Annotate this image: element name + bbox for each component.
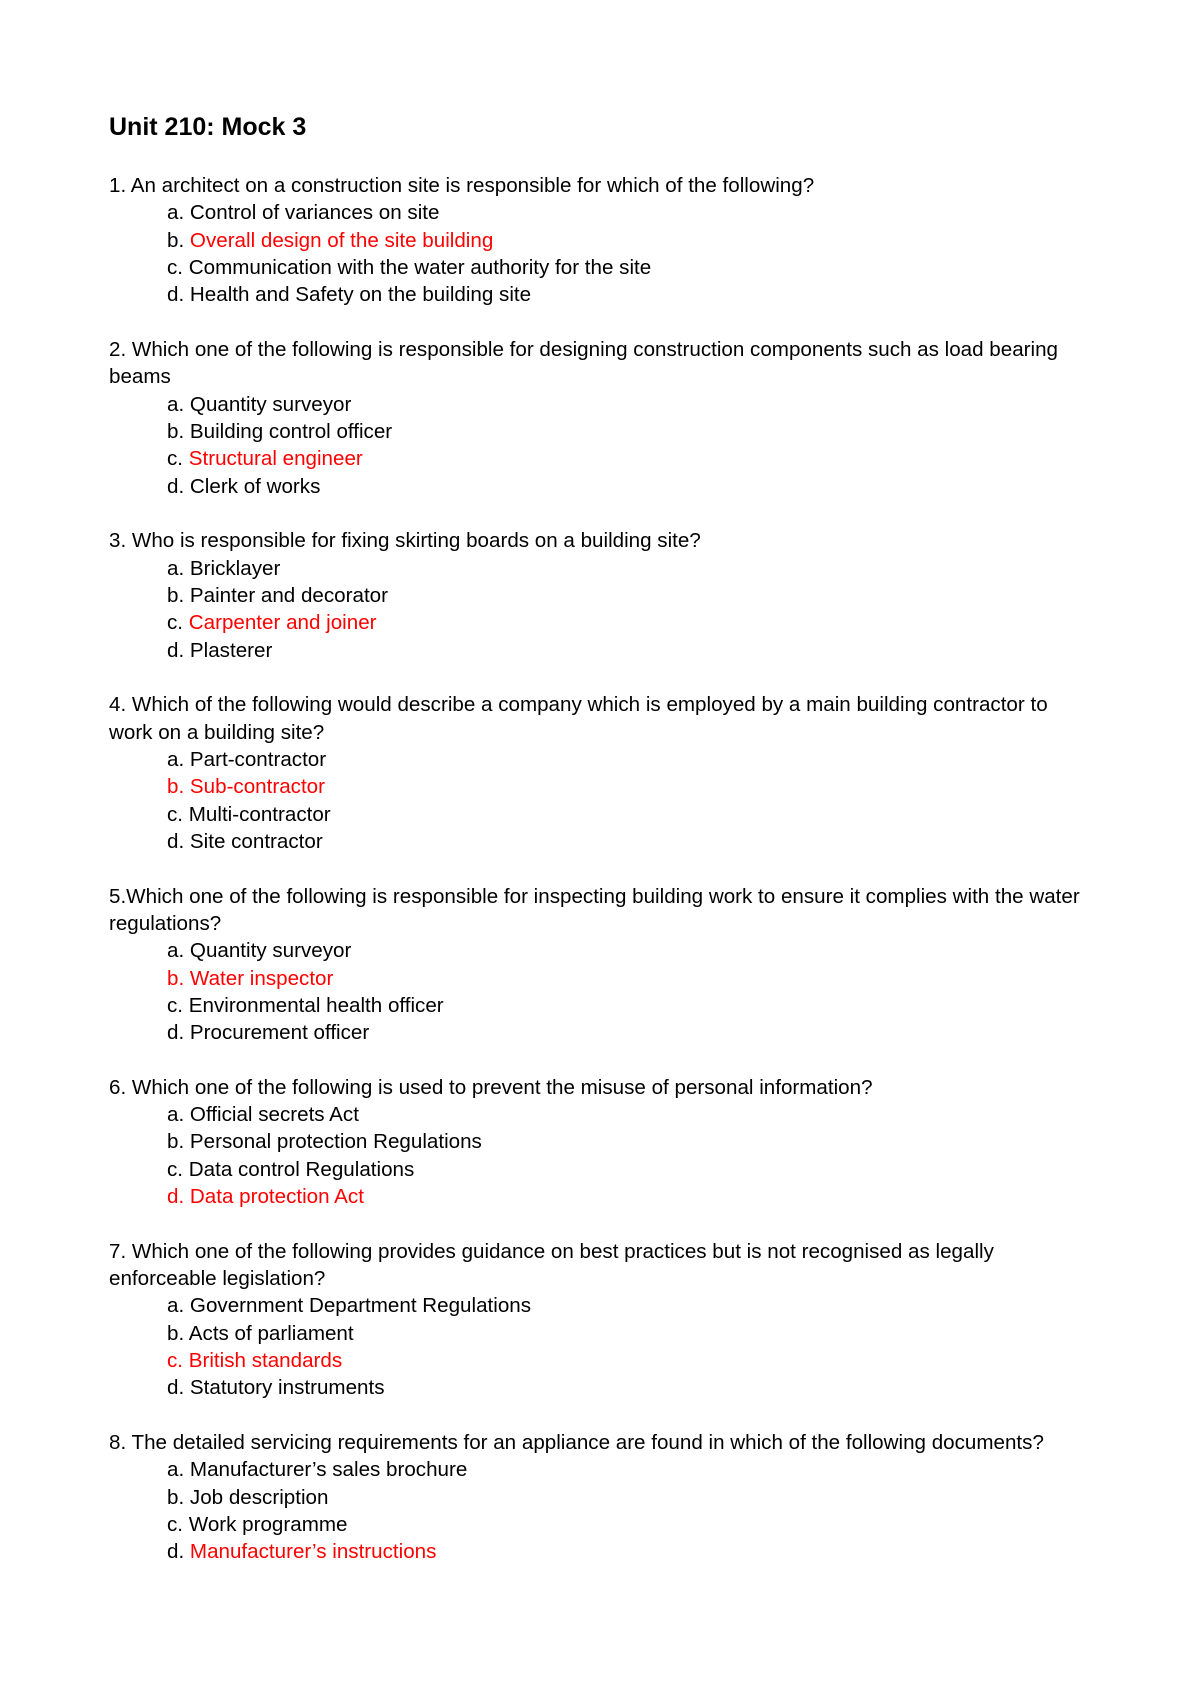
- option-d: [109, 637, 1169, 664]
- question-2: [109, 336, 1169, 500]
- option-letter: b.: [167, 1321, 185, 1345]
- option-letter: a.: [167, 747, 185, 771]
- option-c: [109, 1156, 1169, 1183]
- option-letter: d.: [167, 829, 185, 853]
- question-5: [109, 883, 1169, 1047]
- option-letter: a.: [167, 1294, 185, 1318]
- option-a: [109, 1101, 1169, 1128]
- question-text: 8. The detailed servicing requirements for an appliance are found in which of the following documents?: [109, 1431, 1044, 1455]
- question-text: regulations?: [109, 911, 222, 935]
- option-letter: b.: [167, 1485, 185, 1509]
- question-text: work on a building site?: [109, 720, 325, 744]
- option-letter: b.: [167, 966, 185, 990]
- option-text: Structural engineer: [188, 447, 363, 471]
- option-letter: b.: [167, 583, 185, 607]
- option-b: [109, 773, 1169, 800]
- option-text: Control of variances on site: [189, 201, 440, 225]
- option-d: [109, 1374, 1169, 1401]
- question-text: beams: [109, 365, 171, 389]
- option-text: Plasterer: [189, 638, 273, 662]
- option-d: [109, 473, 1169, 500]
- option-a: [109, 746, 1169, 773]
- option-text: British standards: [188, 1349, 343, 1373]
- option-b: [109, 582, 1169, 609]
- option-letter: c.: [167, 802, 184, 826]
- option-d: [109, 1019, 1169, 1046]
- option-a: [109, 199, 1169, 226]
- option-text: Manufacturer’s sales brochure: [189, 1458, 468, 1482]
- option-d: [109, 828, 1169, 855]
- option-text: Personal protection Regulations: [189, 1130, 482, 1154]
- question-text: 1. An architect on a construction site is responsible for which of the following?: [109, 174, 815, 197]
- option-letter: d.: [167, 1540, 185, 1564]
- option-d: [109, 1183, 1169, 1210]
- question-text: 5.Which one of the following is responsible for inspecting building work to ensure it complies with the water: [109, 884, 1080, 908]
- option-b: [109, 227, 1169, 254]
- page-title: Unit 210: Mock 3: [109, 113, 307, 141]
- option-text: Work programme: [188, 1513, 348, 1537]
- option-letter: d.: [167, 638, 185, 662]
- option-c: [109, 801, 1169, 828]
- option-letter: b.: [167, 775, 185, 799]
- question-text: 3. Who is responsible for fixing skirting boards on a building site?: [109, 529, 701, 553]
- option-letter: c.: [167, 611, 184, 635]
- option-letter: d.: [167, 1185, 185, 1209]
- option-text: Statutory instruments: [189, 1376, 385, 1400]
- option-c: [109, 254, 1169, 281]
- option-text: Quantity surveyor: [189, 392, 352, 416]
- option-letter: a.: [167, 939, 185, 963]
- option-letter: b.: [167, 419, 185, 443]
- option-text: Job description: [189, 1485, 329, 1509]
- question-text: 4. Which of the following would describe a company which is employed by a main building contractor to: [109, 693, 1048, 717]
- option-c: [109, 609, 1169, 636]
- question-4: [109, 691, 1169, 855]
- option-text: Building control officer: [189, 419, 393, 443]
- option-text: Data control Regulations: [188, 1157, 415, 1181]
- option-text: Data protection Act: [189, 1185, 364, 1209]
- option-letter: d.: [167, 283, 185, 307]
- option-text: Health and Safety on the building site: [189, 283, 532, 307]
- option-d: [109, 281, 1169, 308]
- option-text: Sub-contractor: [189, 775, 325, 799]
- option-letter: a.: [167, 392, 185, 416]
- option-letter: d.: [167, 1376, 185, 1400]
- question-6: [109, 1074, 1169, 1211]
- question-1: [109, 172, 1169, 309]
- question-text: 2. Which one of the following is responsible for designing construction components such as load bearing: [109, 337, 1059, 361]
- option-text: Procurement officer: [189, 1021, 370, 1045]
- option-a: [109, 391, 1169, 418]
- option-letter: c.: [167, 1349, 184, 1373]
- option-text: Part-contractor: [189, 747, 327, 771]
- question-text: 7. Which one of the following provides guidance on best practices but is not recognised as legally: [109, 1239, 994, 1263]
- option-c: [109, 1511, 1169, 1538]
- option-text: Quantity surveyor: [189, 939, 352, 963]
- option-c: [109, 992, 1169, 1019]
- option-b: [109, 1128, 1169, 1155]
- option-letter: d.: [167, 1021, 185, 1045]
- option-letter: a.: [167, 201, 185, 225]
- option-text: Official secrets Act: [189, 1103, 359, 1127]
- question-7: [109, 1238, 1169, 1402]
- option-a: [109, 1456, 1169, 1483]
- option-a: [109, 937, 1169, 964]
- option-c: [109, 445, 1169, 472]
- option-text: Clerk of works: [189, 474, 321, 498]
- option-text: Painter and decorator: [189, 583, 388, 607]
- option-c: [109, 1347, 1169, 1374]
- option-text: Overall design of the site building: [189, 228, 494, 252]
- option-letter: a.: [167, 556, 185, 580]
- option-letter: c.: [167, 447, 184, 471]
- option-d: [109, 1538, 1169, 1565]
- document-body: [109, 111, 1169, 1593]
- option-a: [109, 1292, 1169, 1319]
- question-text: 6. Which one of the following is used to prevent the misuse of personal information?: [109, 1075, 873, 1099]
- option-letter: c.: [167, 1513, 184, 1537]
- question-8: [109, 1429, 1169, 1566]
- option-letter: a.: [167, 1103, 185, 1127]
- option-b: [109, 418, 1169, 445]
- option-letter: c.: [167, 1157, 184, 1181]
- option-b: [109, 965, 1169, 992]
- option-text: Government Department Regulations: [189, 1294, 532, 1318]
- question-3: [109, 527, 1169, 664]
- option-letter: b.: [167, 1130, 185, 1154]
- option-letter: c.: [167, 993, 184, 1017]
- option-letter: c.: [167, 255, 184, 279]
- option-text: Multi-contractor: [188, 802, 331, 826]
- option-text: Environmental health officer: [188, 993, 444, 1017]
- option-letter: a.: [167, 1458, 185, 1482]
- option-letter: d.: [167, 474, 185, 498]
- option-text: Manufacturer’s instructions: [189, 1540, 437, 1564]
- option-text: Bricklayer: [189, 556, 281, 580]
- question-text: enforceable legislation?: [109, 1267, 326, 1291]
- option-a: [109, 555, 1169, 582]
- option-b: [109, 1320, 1169, 1347]
- option-text: Acts of parliament: [188, 1321, 354, 1345]
- option-b: [109, 1484, 1169, 1511]
- option-text: Carpenter and joiner: [188, 611, 377, 635]
- option-text: Site contractor: [189, 829, 323, 853]
- option-text: Water inspector: [189, 966, 334, 990]
- option-letter: b.: [167, 228, 185, 252]
- option-text: Communication with the water authority for the site: [188, 255, 652, 279]
